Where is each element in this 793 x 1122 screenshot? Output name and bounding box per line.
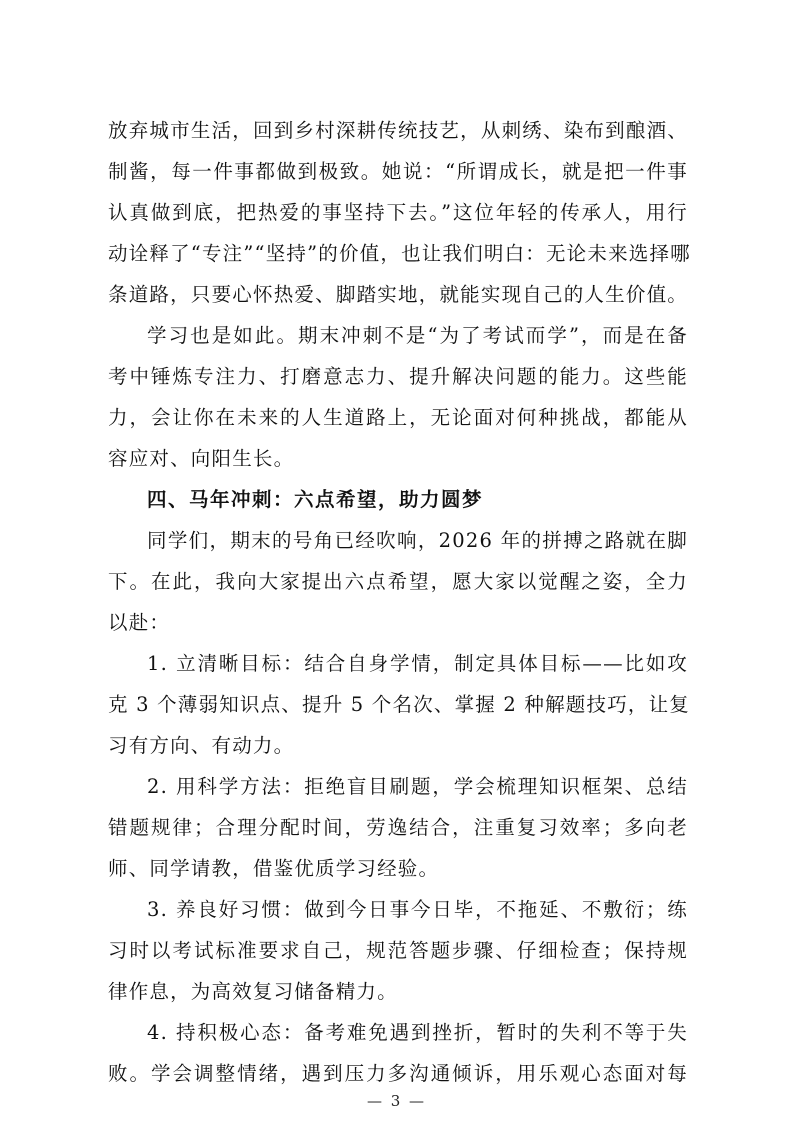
section-heading: 四、马年冲刺：六点希望，助力圆梦 — [147, 488, 484, 511]
list-item-first-line: 2. 用科学方法：拒绝盲目刷题，学会梳理知识框架、总结 — [147, 775, 688, 798]
body-text-line: 容应对、向阳生长。 — [108, 447, 295, 470]
body-text-line: 认真做到底，把热爱的事坚持下去。”这位年轻的传承人，用行 — [108, 201, 688, 224]
body-text-line: 放弃城市生活，回到乡村深耕传统技艺，从刺绣、染布到酿酒、 — [108, 119, 688, 142]
body-text-line: 制酱，每一件事都做到极致。她说：“所谓成长，就是把一件事 — [108, 160, 688, 183]
paragraph-first-line: 学习也是如此。期末冲刺不是“为了考试而学”，而是在备 — [147, 324, 688, 347]
body-text-line: 败。学会调整情绪，遇到压力多沟通倾诉，用乐观心态面对每 — [108, 1062, 688, 1085]
paragraph-first-line: 同学们，期末的号角已经吹响，2026 年的拼搏之路就在脚 — [147, 529, 688, 552]
body-text-line: 力，会让你在未来的人生道路上，无论面对何种挑战，都能从 — [108, 406, 688, 429]
body-text-line: 考中锤炼专注力、打磨意志力、提升解决问题的能力。这些能 — [108, 365, 688, 388]
body-text-line: 条道路，只要心怀热爱、脚踏实地，就能实现自己的人生价值。 — [108, 283, 688, 306]
body-text-line: 以赴： — [108, 611, 171, 634]
page-number: — 3 — — [366, 1092, 427, 1110]
body-text-line: 律作息，为高效复习储备精力。 — [108, 980, 398, 1003]
body-text-line: 习有方向、有动力。 — [108, 734, 295, 757]
list-item-first-line: 3. 养良好习惯：做到今日事今日毕，不拖延、不敷衍；练 — [147, 898, 688, 921]
list-item-first-line: 4. 持积极心态：备考难免遇到挫折，暂时的失利不等于失 — [147, 1021, 688, 1044]
body-text-line: 习时以考试标准要求自己，规范答题步骤、仔细检查；保持规 — [108, 939, 688, 962]
body-text-line: 动诠释了“专注”“坚持”的价值，也让我们明白：无论未来选择哪 — [108, 242, 691, 265]
body-text-line: 克 3 个薄弱知识点、提升 5 个名次、掌握 2 种解题技巧，让复 — [108, 693, 691, 716]
body-text-line: 错题规律；合理分配时间，劳逸结合，注重复习效率；多向老 — [108, 816, 688, 839]
body-text-line: 师、同学请教，借鉴优质学习经验。 — [108, 857, 440, 880]
list-item-first-line: 1. 立清晰目标：结合自身学情，制定具体目标——比如攻 — [147, 652, 688, 675]
body-text-line: 下。在此，我向大家提出六点希望，愿大家以觉醒之姿，全力 — [108, 570, 688, 593]
